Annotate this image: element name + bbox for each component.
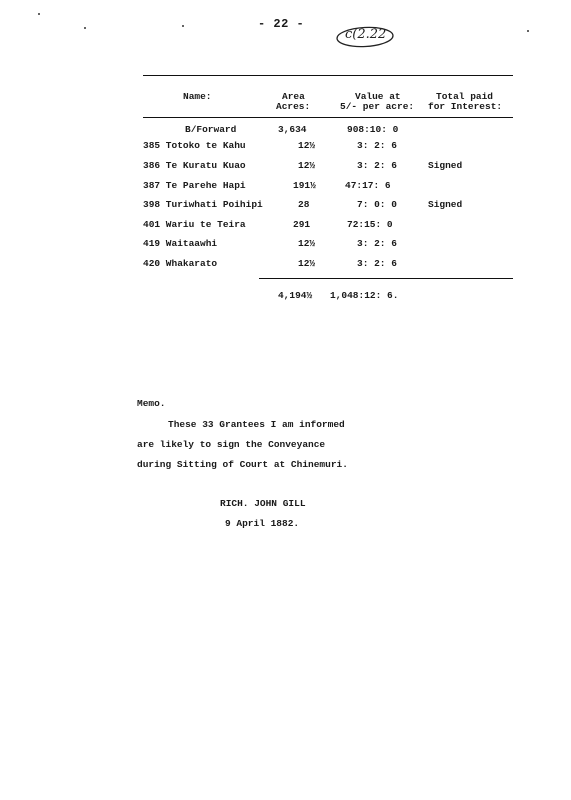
memo-signature: RICH. JOHN GILL <box>220 498 306 509</box>
table-row-area: 12½ <box>298 258 316 269</box>
table-row-value: 7: 0: 0 <box>357 199 397 210</box>
column-header-area-line1: Area <box>282 91 305 102</box>
scan-speck <box>182 25 184 27</box>
table-row-value: 3: 2: 6 <box>357 160 397 171</box>
table-row-name: 419 Waitaawhi <box>143 238 218 249</box>
table-row-area: 28 <box>298 199 310 210</box>
table-row-value: 47:17: 6 <box>345 180 391 191</box>
page-number: - 22 - <box>258 17 305 31</box>
table-row-name: 387 Te Parehe Hapi <box>143 180 246 191</box>
column-header-name: Name: <box>183 91 212 102</box>
table-row-value: 3: 2: 6 <box>357 258 397 269</box>
memo-date: 9 April 1882. <box>225 518 300 529</box>
column-header-value-line1: Value at <box>355 91 401 102</box>
table-row-name: 385 Totoko te Kahu <box>143 140 246 151</box>
table-row-value: 72:15: 0 <box>347 219 393 230</box>
table-row-area: 291 <box>293 219 311 230</box>
table-row-value: 3: 2: 6 <box>357 140 397 151</box>
table-row-name: 401 Wariu te Teira <box>143 219 246 230</box>
table-row-value: 908:10: 0 <box>347 124 399 135</box>
column-header-value-line2: 5/- per acre: <box>340 101 415 112</box>
table-row-area: 12½ <box>298 238 316 249</box>
table-row-area: 12½ <box>298 160 316 171</box>
column-header-area-line2: Acres: <box>276 101 311 112</box>
table-row-area: 191½ <box>293 180 316 191</box>
memo-line: are likely to sign the Conveyance <box>137 439 326 450</box>
handwritten-reference-text: c(2.22 <box>345 27 387 42</box>
table-row-value: 3: 2: 6 <box>357 238 397 249</box>
totals-rule <box>259 278 513 279</box>
memo-line: during Sitting of Court at Chinemuri. <box>137 459 348 470</box>
column-header-paid-line2: for Interest: <box>428 101 503 112</box>
table-row-name: B/Forward <box>185 124 237 135</box>
table-row-name: 420 Whakarato <box>143 258 218 269</box>
header-rule <box>143 117 513 118</box>
table-top-rule <box>143 75 513 76</box>
table-row-name: 386 Te Kuratu Kuao <box>143 160 246 171</box>
scan-speck <box>527 30 529 32</box>
table-row-area: 3,634 <box>278 124 307 135</box>
table-row-paid: Signed <box>428 160 463 171</box>
total-area: 4,194½ <box>278 290 313 301</box>
table-row-paid: Signed <box>428 199 463 210</box>
column-header-paid-line1: Total paid <box>436 91 494 102</box>
scan-speck <box>38 13 40 15</box>
table-row-name: 398 Turiwhati Poihipi <box>143 199 263 210</box>
scan-speck <box>84 27 86 29</box>
total-value: 1,048:12: 6. <box>330 290 399 301</box>
handwritten-reference <box>335 26 395 48</box>
memo-heading: Memo. <box>137 398 166 409</box>
table-row-area: 12½ <box>298 140 316 151</box>
memo-line: These 33 Grantees I am informed <box>168 419 345 430</box>
